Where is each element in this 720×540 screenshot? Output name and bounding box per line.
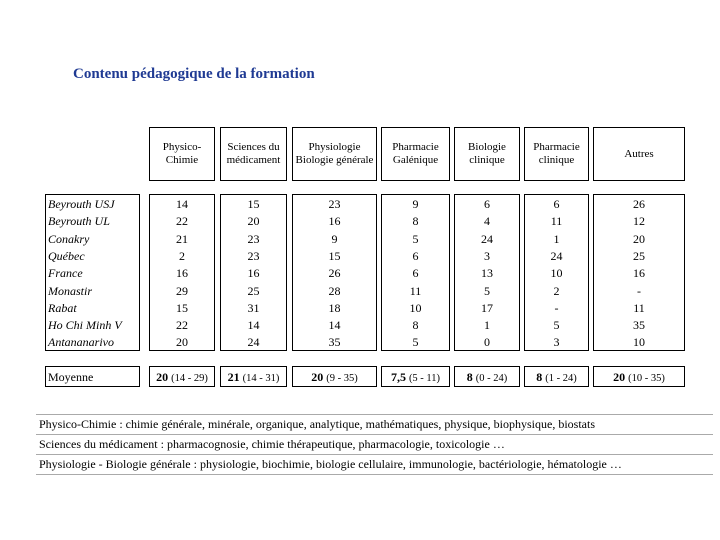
page-title: Contenu pédagogique de la formation: [73, 66, 315, 82]
mean-range: (10 - 35): [628, 373, 665, 384]
mean-value: 8: [536, 370, 543, 384]
table-cell: 17: [481, 300, 493, 315]
table-cell: 24: [247, 335, 260, 350]
table-cell: 25: [633, 248, 645, 263]
table-cell: 14: [247, 318, 260, 333]
table-cell: 29: [176, 283, 188, 298]
table-cell: 26: [633, 197, 645, 211]
table-cell: 16: [633, 266, 645, 281]
mean-cell: [454, 370, 520, 385]
legend: [36, 414, 713, 475]
mean-value: 7,5: [390, 370, 406, 384]
legend-line: Sciences du médicament : pharmacognosie, chimie thérapeutique, pharmacologie, toxicologie …: [36, 435, 713, 455]
table-cell: 3: [553, 335, 560, 350]
table-cell: -: [637, 283, 641, 298]
mean-value: 20: [311, 370, 324, 384]
table-cell: 11: [409, 283, 422, 298]
table-cell: 2: [179, 248, 185, 263]
mean-value: 8: [466, 370, 473, 384]
table-cell: 6: [412, 248, 419, 263]
table-cell: 25: [247, 283, 260, 298]
table-cell: 5: [553, 318, 560, 333]
table-cell: 6: [553, 197, 560, 211]
table-cell: 24: [481, 231, 493, 246]
table-cell: 12: [633, 214, 645, 229]
mean-cell: [220, 370, 287, 385]
table-cell: 20: [633, 231, 645, 246]
table-cell: 15: [328, 248, 341, 263]
table-cell: 23: [247, 231, 260, 246]
table-cell: 10: [409, 300, 422, 315]
table-cell: 22: [176, 214, 188, 229]
table-cell: 11: [550, 214, 563, 229]
mean-value: 20: [156, 370, 169, 384]
mean-cell: [149, 370, 215, 385]
table-cell: 18: [328, 300, 341, 315]
city-label: France: [48, 266, 83, 281]
table-cell: 26: [328, 266, 341, 281]
column-header: Pharmacie Galénique: [381, 127, 450, 181]
city-label: Antananarivo: [48, 335, 114, 350]
city-label: Monastir: [48, 283, 93, 298]
table-cell: 23: [328, 197, 341, 211]
table-cell: 14: [328, 318, 341, 333]
table-cell: 5: [412, 231, 419, 246]
mean-value: 21: [227, 370, 240, 384]
table-cell: 23: [247, 248, 260, 263]
city-label: Québec: [48, 248, 85, 263]
mean-range: (9 - 35): [326, 373, 358, 384]
mean-range: (5 - 11): [408, 373, 441, 384]
mean-cell: [292, 370, 377, 385]
city-label: Conakry: [48, 231, 90, 246]
table-cell: 11: [633, 300, 645, 315]
table-cell: 1: [553, 231, 560, 246]
table-cell: 21: [176, 231, 188, 246]
table-cell: 28: [328, 283, 341, 298]
column-header: Physiologie Biologie générale: [292, 127, 377, 181]
table-cell: 24: [550, 248, 563, 263]
mean-value: 20: [613, 370, 626, 384]
table-cell: 6: [484, 197, 490, 211]
column-header: Biologie clinique: [454, 127, 520, 181]
table-cell: 10: [633, 335, 645, 350]
column-header: Pharmacie clinique: [524, 127, 589, 181]
table-cell: 13: [481, 266, 493, 281]
table-cell: 0: [484, 335, 490, 350]
table-cell: 22: [176, 318, 188, 333]
mean-cell: [381, 370, 450, 385]
table-cell: 10: [550, 266, 563, 281]
table-cell: 2: [553, 283, 560, 298]
column-header: Autres: [593, 127, 685, 181]
table-cell: 20: [247, 214, 260, 229]
table-cell: 14: [176, 197, 188, 211]
table-cell: 9: [331, 231, 338, 246]
table-cell: -: [554, 300, 559, 315]
city-label: Beyrouth USJ: [48, 197, 115, 211]
table-cell: 3: [484, 248, 490, 263]
table-cell: 35: [633, 318, 645, 333]
city-label: Rabat: [48, 300, 77, 315]
mean-cell: [593, 370, 685, 385]
column-header: Physico-Chimie: [149, 127, 215, 181]
table-cell: 1: [484, 318, 490, 333]
table-cell: 15: [176, 300, 188, 315]
table-cell: 5: [484, 283, 490, 298]
table-cell: 8: [412, 214, 419, 229]
table-cell: 4: [484, 214, 490, 229]
mean-range: (14 - 29): [171, 373, 208, 384]
mean-range: (0 - 24): [475, 373, 508, 384]
table-cell: 15: [247, 197, 260, 211]
table-cell: 5: [412, 335, 419, 350]
table-cell: 16: [176, 266, 188, 281]
table-cell: 20: [176, 335, 188, 350]
legend-line: Physiologie - Biologie générale : physiologie, biochimie, biologie cellulaire, immunologie, bactériologie, hématologie …: [36, 455, 713, 475]
table-cell: 31: [247, 300, 260, 315]
column-header: Sciences du médicament: [220, 127, 287, 181]
mean-range: (14 - 31): [242, 373, 280, 384]
table-cell: 6: [412, 266, 419, 281]
mean-range: (1 - 24): [545, 373, 577, 384]
city-label: Beyrouth UL: [48, 214, 110, 229]
table-cell: 16: [247, 266, 260, 281]
legend-line: Physico-Chimie : chimie générale, minérale, organique, analytique, mathématiques, physique, biophysique, biostats: [36, 415, 713, 435]
table-cell: 8: [412, 318, 419, 333]
table-cell: 35: [328, 335, 341, 350]
table-cell: 9: [412, 197, 419, 211]
mean-cell: [524, 370, 589, 385]
table-cell: 16: [328, 214, 341, 229]
city-label: Ho Chi Minh V: [48, 318, 122, 333]
mean-label: Moyenne: [48, 370, 94, 384]
